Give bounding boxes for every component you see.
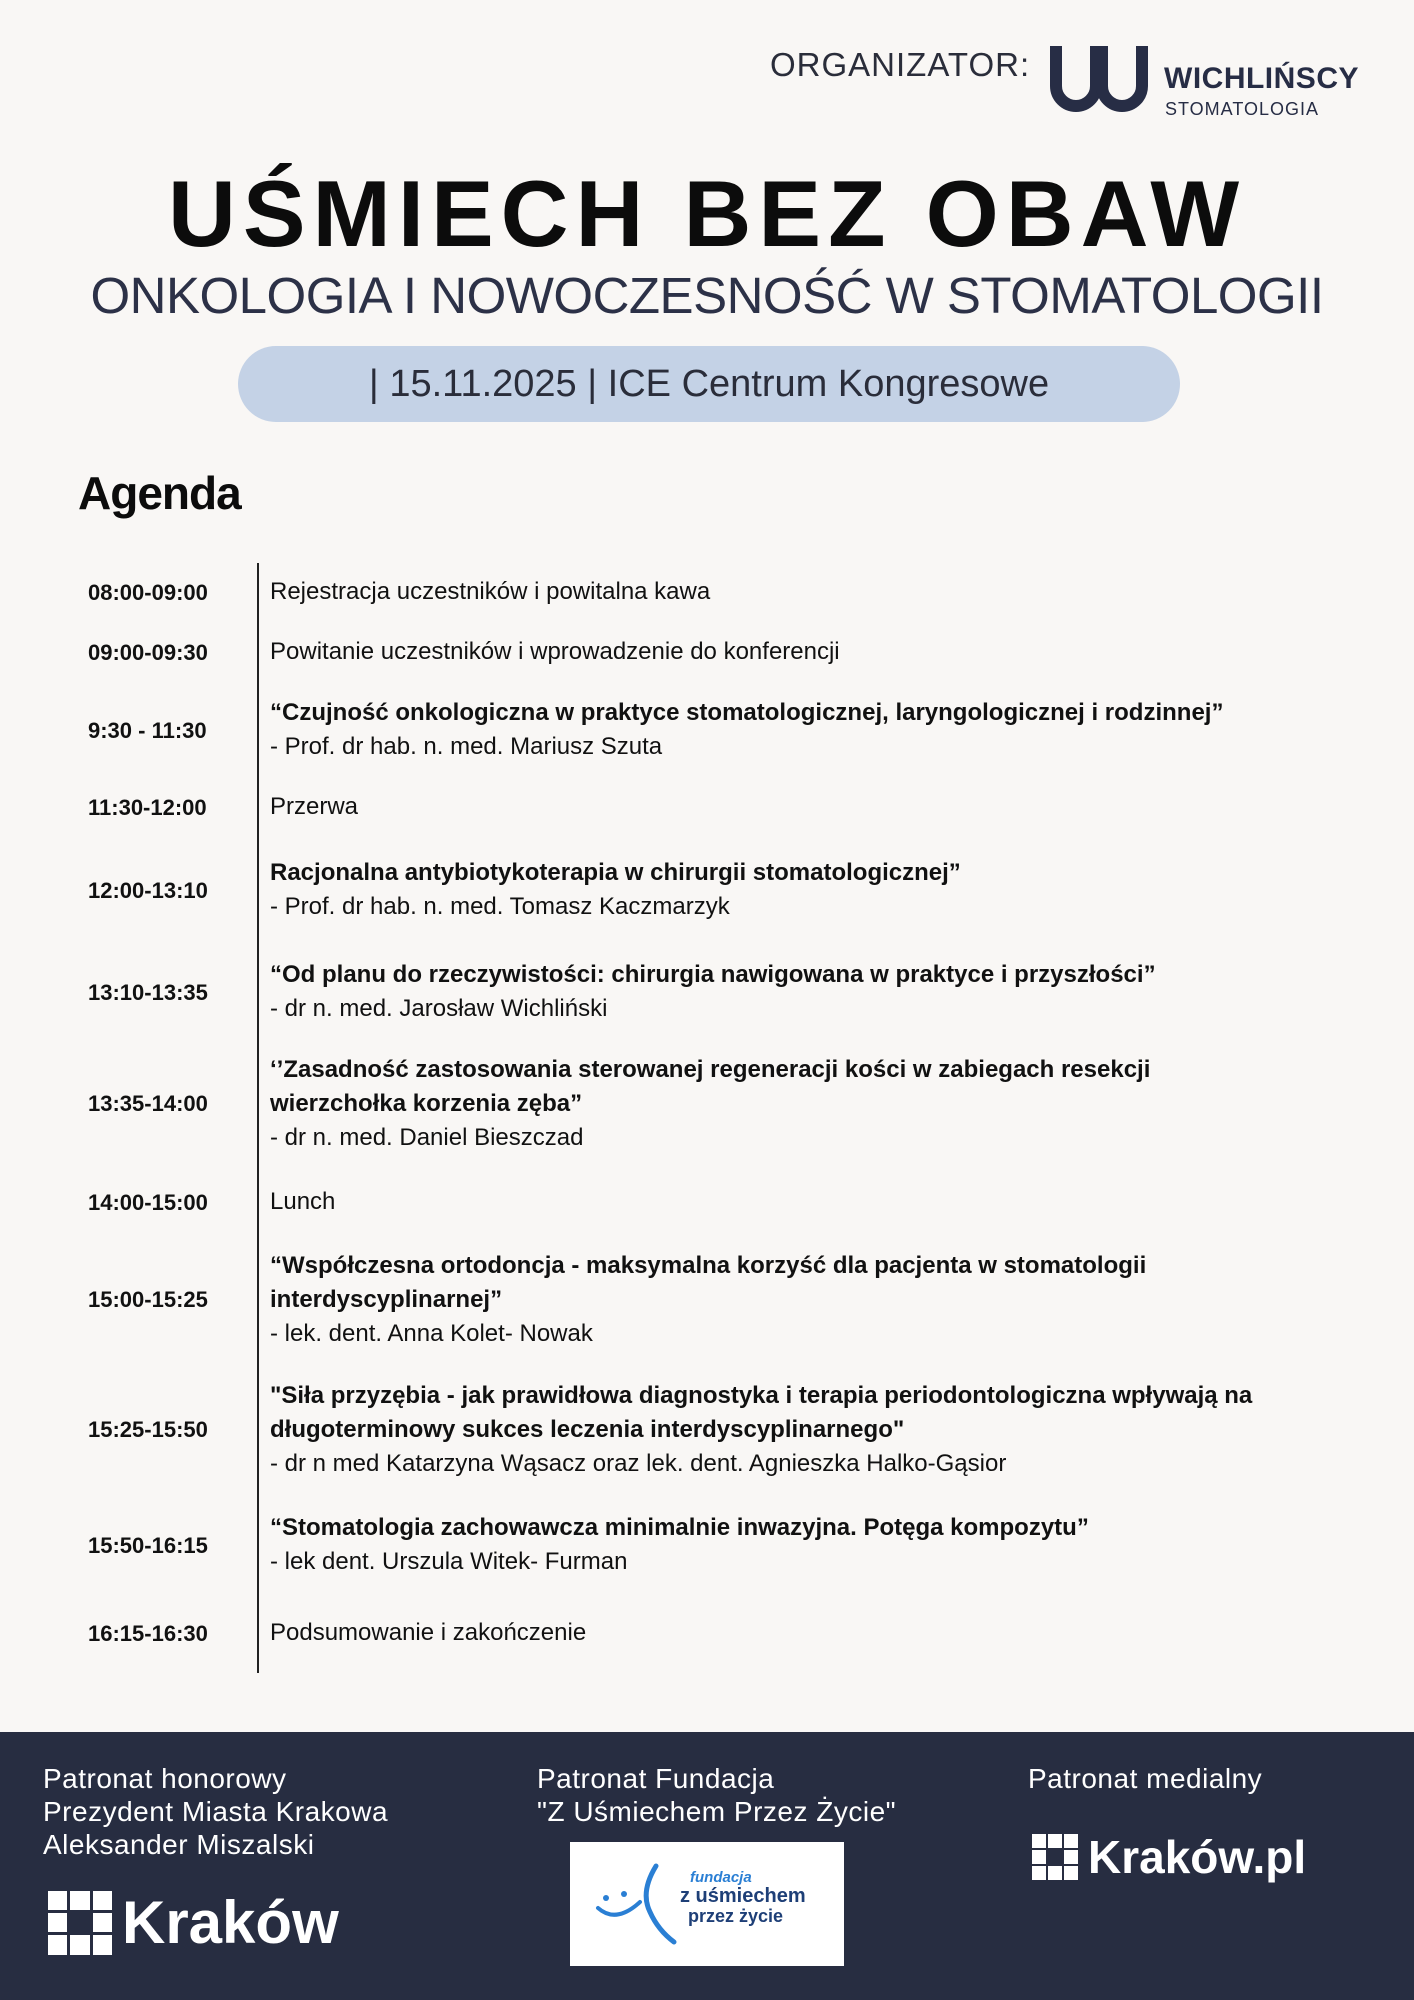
krakow-pl-logo bbox=[1032, 1830, 1306, 1884]
agenda-talk-title: “Czujność onkologiczna w praktyce stomatologicznej, laryngologicznej i rodzinnej” bbox=[270, 699, 1224, 726]
agenda-content bbox=[270, 790, 1350, 824]
agenda-time: 16:15-16:30 bbox=[88, 1621, 208, 1646]
agenda-line: Podsumowanie i zakończenie bbox=[270, 1619, 587, 1646]
agenda-speaker: - lek dent. Urszula Witek- Furman bbox=[270, 1548, 628, 1575]
agenda-time: 12:00-13:10 bbox=[88, 878, 208, 903]
agenda-time: 08:00-09:00 bbox=[88, 580, 208, 605]
krakow-pl-grid-icon bbox=[1032, 1834, 1078, 1880]
agenda-time: 13:10-13:35 bbox=[88, 980, 208, 1005]
honorary-line-1: Patronat honorowy bbox=[43, 1763, 287, 1794]
event-subtitle: ONKOLOGIA I NOWOCZESNOŚĆ W STOMATOLOGII bbox=[90, 267, 1324, 324]
agenda-time: 15:25-15:50 bbox=[88, 1417, 208, 1442]
agenda-content bbox=[270, 575, 1350, 609]
media-patronage bbox=[1028, 1762, 1262, 1795]
agenda-time: 11:30-12:00 bbox=[88, 795, 207, 820]
agenda-content bbox=[270, 1249, 1170, 1351]
honorary-patronage bbox=[43, 1762, 388, 1861]
agenda-line: Przerwa bbox=[270, 793, 359, 820]
krakow-logo bbox=[48, 1888, 339, 1957]
agenda-time: 15:00-15:25 bbox=[88, 1287, 208, 1312]
agenda-content bbox=[270, 696, 1350, 764]
agenda-speaker: - dr n. med. Jarosław Wichliński bbox=[270, 995, 608, 1022]
honorary-line-3: Aleksander Miszalski bbox=[43, 1829, 315, 1860]
foundation-logo-line-2: z uśmiechem bbox=[680, 1885, 806, 1907]
krakow-pl-logo-text: Kraków.pl bbox=[1088, 1831, 1307, 1883]
agenda-content bbox=[270, 635, 1350, 669]
foundation-smile-icon bbox=[570, 1842, 844, 1966]
agenda-line: Lunch bbox=[270, 1188, 336, 1215]
wichlinscy-logo-icon bbox=[1046, 46, 1156, 118]
agenda-talk-title: "Siła przyzębia - jak prawidłowa diagnostyka i terapia periodontologiczna wpływają na długoterminowy sukces leczenia interdyscyplinarnego" bbox=[270, 1382, 1253, 1443]
agenda-speaker: - dr n med Katarzyna Wąsacz oraz lek. dent. Agnieszka Halko-Gąsior bbox=[270, 1450, 1007, 1477]
agenda-talk-title: “Współczesna ortodoncja - maksymalna korzyść dla pacjenta w stomatologii interdyscyplinarnej” bbox=[270, 1252, 1147, 1313]
foundation-patronage bbox=[537, 1762, 896, 1828]
agenda-line: Rejestracja uczestników i powitalna kawa bbox=[270, 578, 711, 605]
foundation-logo-line-1: fundacja bbox=[690, 1869, 752, 1886]
date-location-badge: | 15.11.2025 | ICE Centrum Kongresowe bbox=[238, 346, 1180, 422]
agenda-time: 13:35-14:00 bbox=[88, 1091, 208, 1116]
agenda-talk-title: “Stomatologia zachowawcza minimalnie inwazyjna. Potęga kompozytu” bbox=[270, 1514, 1089, 1541]
logo-subtitle: STOMATOLOGIA bbox=[1165, 99, 1320, 119]
agenda-line: Powitanie uczestników i wprowadzenie do konferencji bbox=[270, 638, 840, 665]
honorary-line-2: Prezydent Miasta Krakowa bbox=[43, 1796, 389, 1827]
agenda-talk-title: “Od planu do rzeczywistości: chirurgia nawigowana w praktyce i przyszłości” bbox=[270, 961, 1156, 988]
agenda-time: 9:30 - 11:30 bbox=[88, 718, 207, 743]
agenda-talk-title: Racjonalna antybiotykoterapia w chirurgii stomatologicznej” bbox=[270, 859, 961, 886]
media-line-1: Patronat medialny bbox=[1028, 1763, 1263, 1794]
agenda-content bbox=[270, 958, 1350, 1026]
krakow-grid-icon bbox=[48, 1891, 112, 1955]
agenda-speaker: - Prof. dr hab. n. med. Tomasz Kaczmarzyk bbox=[270, 893, 730, 920]
agenda-talk-title: ‘’Zasadność zastosowania sterowanej regeneracji kości w zabiegach resekcji wierzchołka korzenia zęba” bbox=[270, 1056, 1151, 1117]
agenda-speaker: - lek. dent. Anna Kolet- Nowak bbox=[270, 1320, 593, 1347]
foundation-line-2: "Z Uśmiechem Przez Życie" bbox=[537, 1796, 897, 1827]
agenda-content bbox=[270, 1185, 1350, 1219]
logo-name: WICHLIŃSCY bbox=[1164, 62, 1359, 95]
agenda-time: 14:00-15:00 bbox=[88, 1190, 208, 1215]
event-title: UŚMIECH BEZ OBAW bbox=[167, 161, 1247, 266]
agenda-heading: Agenda bbox=[78, 467, 241, 519]
agenda-content bbox=[270, 1511, 1350, 1579]
agenda-time: 09:00-09:30 bbox=[88, 640, 208, 665]
agenda-time: 15:50-16:15 bbox=[88, 1533, 208, 1558]
agenda-speaker: - dr n. med. Daniel Bieszczad bbox=[270, 1124, 584, 1151]
foundation-logo-line-3: przez życie bbox=[688, 1906, 784, 1926]
agenda-divider bbox=[257, 563, 259, 1673]
foundation-logo bbox=[570, 1842, 844, 1966]
agenda-content bbox=[270, 1053, 1230, 1155]
krakow-logo-text: Kraków bbox=[122, 1889, 339, 1956]
agenda-speaker: - Prof. dr hab. n. med. Mariusz Szuta bbox=[270, 733, 663, 760]
agenda-content bbox=[270, 1616, 1350, 1650]
organizer-label: ORGANIZATOR: bbox=[770, 46, 1031, 83]
agenda-content bbox=[270, 856, 1350, 924]
agenda-content bbox=[270, 1379, 1350, 1481]
foundation-line-1: Patronat Fundacja bbox=[537, 1763, 775, 1794]
